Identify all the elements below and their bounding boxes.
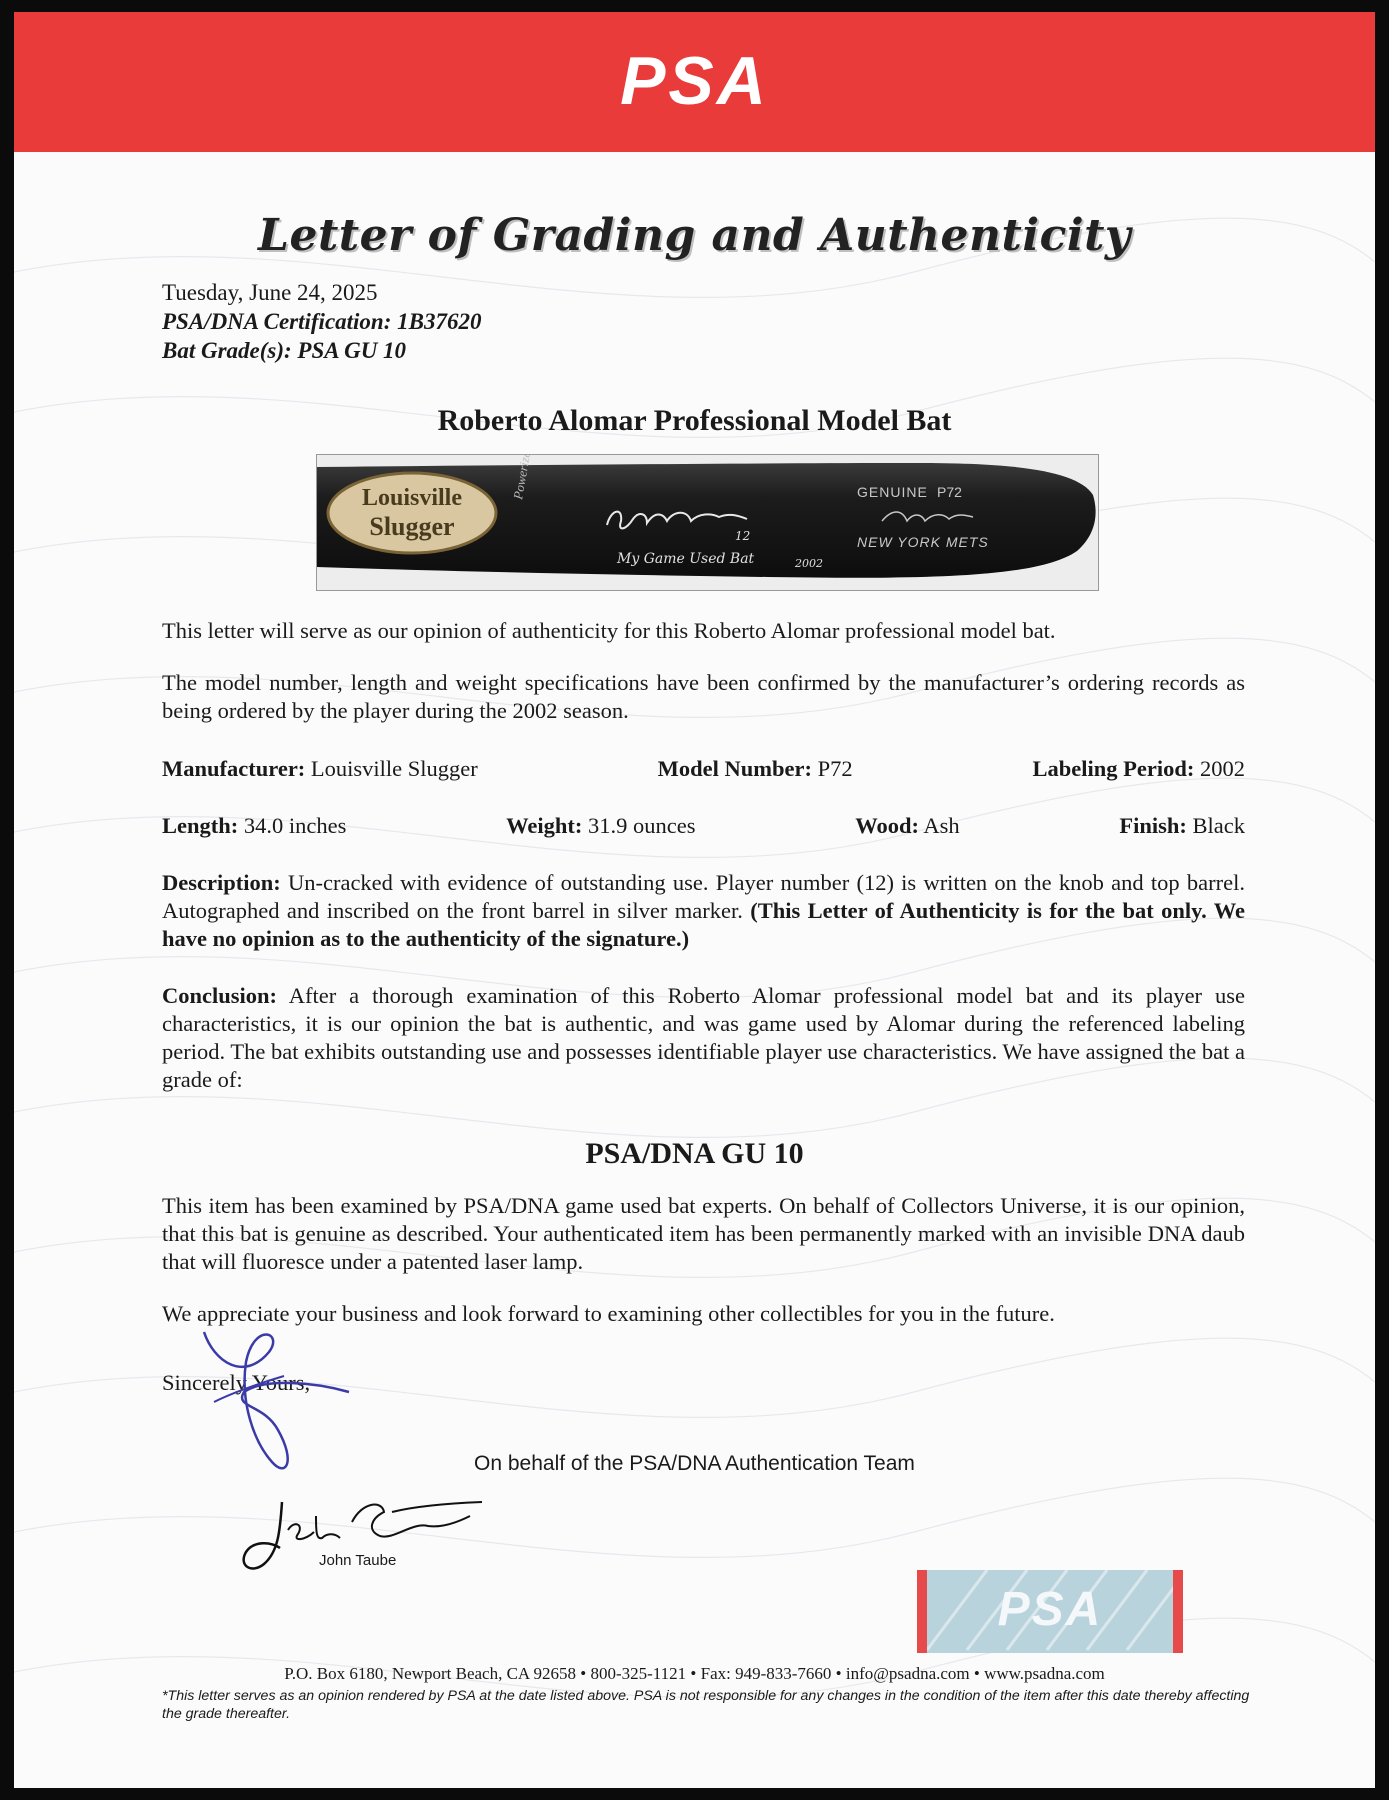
team-signature [174, 1312, 374, 1482]
team-line: On behalf of the PSA/DNA Authentication Team [474, 1452, 915, 1475]
spec-weight: Weight: 31.9 ounces [506, 813, 696, 838]
hologram-logo: PSA [997, 1583, 1103, 1636]
bat-image [317, 455, 1098, 590]
letter-title: Letter of Grading and Authenticity [258, 210, 1131, 261]
conclusion-paragraph: Conclusion: After a thorough examination of this Roberto Alomar professional model bat and its player use characteristics, it is our opinion the bat is authentic, and was game used by Alomar during the referenced labeling period. The bat exhibits outstanding use and possesses identifiable player use characteristics. We have assigned the bat a grade of: [162, 983, 1245, 1092]
spec-manufacturer: Manufacturer: Louisville Slugger [162, 756, 478, 781]
spec-length: Length: 34.0 inches [162, 813, 347, 838]
background-pattern [14, 152, 1375, 1788]
spec-period: Labeling Period: 2002 [1032, 756, 1245, 781]
footer-address: P.O. Box 6180, Newport Beach, CA 92658 • 800-325-1121 • Fax: 949-833-7660 • info@psadna.com • www.psadna.com [284, 1664, 1105, 1683]
header-band [14, 12, 1375, 152]
letter-sheet [14, 12, 1375, 1788]
spec-wood: Wood: Ash [855, 813, 960, 838]
intro-paragraph: This letter will serve as our opinion of authenticity for this Roberto Alomar professional model bat. [162, 618, 1056, 643]
examined-paragraph: This item has been examined by PSA/DNA game used bat experts. On behalf of Collectors Universe, it is our opinion, that this bat is genuine as described. Your authenticated item has been permanently marked with an invisible DNA daub that will fluoresce under a patented laser lamp. [162, 1193, 1245, 1274]
bat-grades: Bat Grade(s): PSA GU 10 [162, 338, 407, 363]
specs-note-paragraph: The model number, length and weight specifications have been confirmed by the manufacturer’s ordering records as being ordered by the player during the 2002 season. [162, 670, 1245, 723]
specs-row-1 [162, 756, 1245, 782]
bat-model: P72 [937, 484, 962, 500]
letter-meta [162, 278, 481, 365]
item-heading: Roberto Alomar Professional Model Bat [437, 404, 952, 437]
spec-finish: Finish: Black [1119, 813, 1245, 838]
bat-brand-line1: Louisville [361, 485, 463, 511]
appreciation-paragraph: We appreciate your business and look forward to examining other collectibles for you in the future. [162, 1301, 1055, 1326]
bat-team: NEW YORK METS [857, 534, 989, 550]
description-paragraph: Description: Un-cracked with evidence of outstanding use. Player number (12) is written on the knob and top barrel. Autographed and inscribed on the front barrel in silver marker. (This Letter of Authenticity is for the bat only. We have no opinion as to the authenticity of the signature.) [162, 870, 1245, 951]
bat-powerized: Powerized [510, 455, 535, 501]
bat-brand-line2: Slugger [369, 512, 455, 541]
psa-logo: PSA [620, 43, 769, 119]
spec-model: Model Number: P72 [657, 756, 853, 781]
bat-number: 12 [735, 529, 751, 543]
bat-genuine: GENUINE [857, 484, 928, 500]
bat-photo [316, 454, 1099, 591]
letter-date: Tuesday, June 24, 2025 [162, 280, 378, 305]
sign-off: Sincerely Yours, [162, 1370, 311, 1395]
specs-row-2 [162, 813, 1245, 839]
bat-year: 2002 [795, 557, 823, 570]
certification-number: PSA/DNA Certification: 1B37620 [162, 309, 482, 334]
bat-inscription: My Game Used Bat [617, 551, 755, 567]
footer-disclaimer: *This letter serves as an opinion rendered by PSA at the date listed above. PSA is not responsible for any changes in the condition of the item after this date thereby affecting the grade thereafter. [162, 1688, 1250, 1722]
signer-name: John Taube [319, 1552, 397, 1569]
hologram-sticker [917, 1570, 1183, 1653]
final-grade: PSA/DNA GU 10 [585, 1137, 804, 1170]
